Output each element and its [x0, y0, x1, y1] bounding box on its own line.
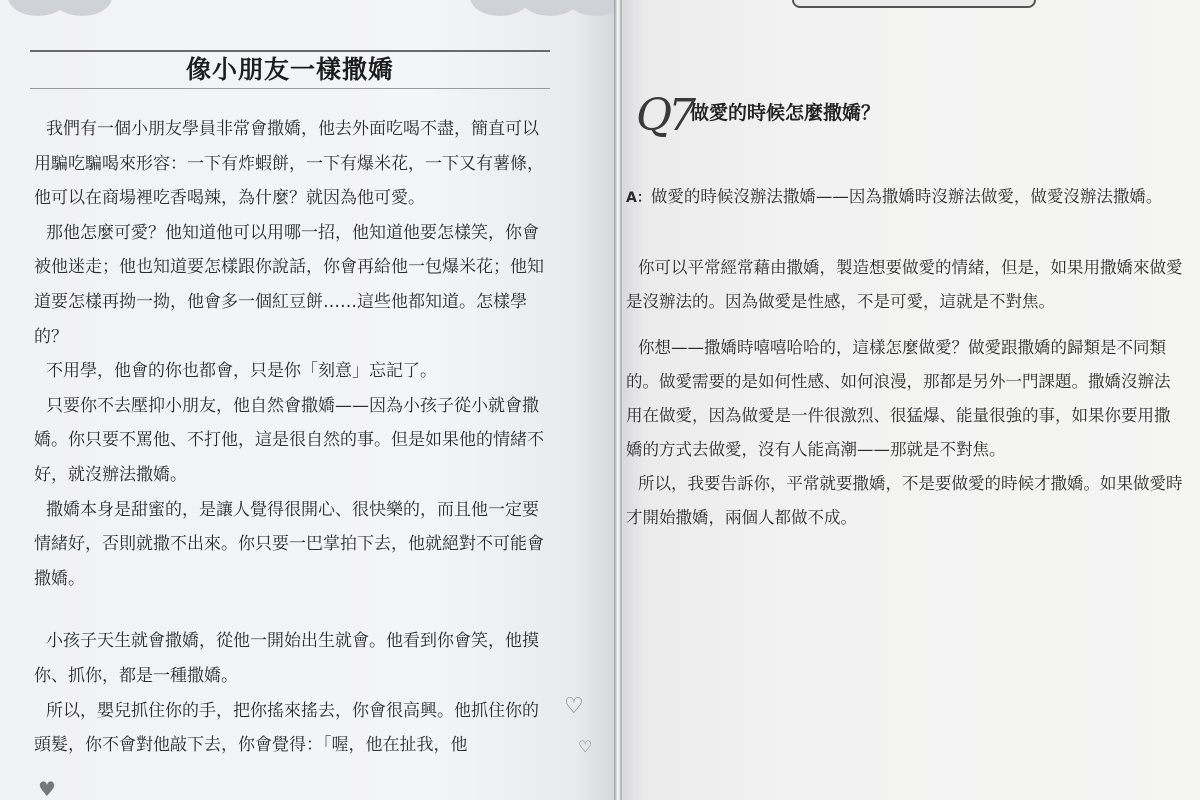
heart-icon: ♡	[564, 694, 584, 719]
chapter-title: 像小朋友一樣撒嬌	[185, 55, 394, 84]
book-spine	[614, 0, 622, 800]
paragraph: 所以，我要告訴你，平常就要撒嬌，不是要做愛的時候才撒嬌。如果做愛時才開始撒嬌，兩個人都做不成。	[626, 474, 1183, 527]
title-bottom-rule	[30, 88, 550, 89]
right-page	[622, 0, 1200, 800]
paragraph: 不用學，他會的你也都會，只是你「刻意」忘記了。	[46, 361, 437, 382]
paragraph: 我們有一個小朋友學員非常會撒嬌，他去外面吃喝不盡，簡直可以用騙吃騙喝來形容：一下有炸蝦餅，一下有爆米花，一下又有薯條，他可以在商場裡吃香喝辣，為什麼？就因為他可愛。	[34, 119, 544, 209]
right-body-text	[626, 180, 1186, 535]
paragraph: 所以，嬰兒抓住你的手，把你搖來搖去，你會很高興。他抓住你的頭髮，你不會對他敲下去，你會覺得：「喔，他在扯我，他	[34, 700, 539, 756]
paragraph: 你可以平常經常藉由撒嬌，製造想要做愛的情緒，但是，如果用撒嬌來做愛是沒辦法的。因為做愛是性感，不是可愛，這就是不對焦。	[626, 258, 1183, 311]
paragraph: 撒嬌本身是甜蜜的，是讓人覺得很開心、很快樂的，而且他一定要情緒好，否則就撒不出來。你只要一巴掌拍下去，他就絕對不可能會撒嬌。	[34, 499, 544, 589]
heart-icon: ♡	[578, 737, 593, 756]
paragraph: 你想——撒嬌時嘻嘻哈哈的，這樣怎麼做愛？做愛跟撒嬌的歸類是不同類的。做愛需要的是如何性感、如何浪漫，那都是另外一門課題。撒嬌沒辦法用在做愛，因為做愛是一件很激烈、很猛爆、能量很強的事，如果你要用撒嬌的方式去做愛，沒有人能高潮——那就是不對焦。	[626, 338, 1171, 459]
paragraph: 只要你不去壓抑小朋友，他自然會撒嬌——因為小孩子從小就會撒嬌。你只要不罵他、不打他，這是很自然的事。但是如果他的情緒不好，就沒辦法撒嬌。	[34, 395, 544, 485]
answer-label: A：	[626, 190, 651, 206]
paragraph: 小孩子天生就會撒嬌，從他一開始出生就會。他看到你會笑，他摸你、抓你，都是一種撒嬌。	[34, 631, 539, 686]
question-number: Q7	[636, 90, 693, 141]
decorative-cloud-band	[0, 0, 614, 22]
left-body-text	[34, 112, 554, 763]
decorative-top-tab	[792, 0, 1036, 8]
paragraph: 那他怎麼可愛？他知道他可以用哪一招，他知道他要怎樣笑，你會被他迷走；他也知道要怎樣跟你說話，你會再給他一包爆米花；他知道要怎樣再拗一拗，他會多一個紅豆餅……這些他都知道。怎樣學的？	[34, 222, 544, 347]
heart-icon: ♥	[38, 777, 56, 800]
answer-paragraph: A：做愛的時候沒辦法撒嬌——因為撒嬌時沒辦法做愛，做愛沒辦法撒嬌。	[626, 187, 1163, 206]
question-title: 做愛的時候怎麼撒嬌？	[690, 102, 881, 124]
